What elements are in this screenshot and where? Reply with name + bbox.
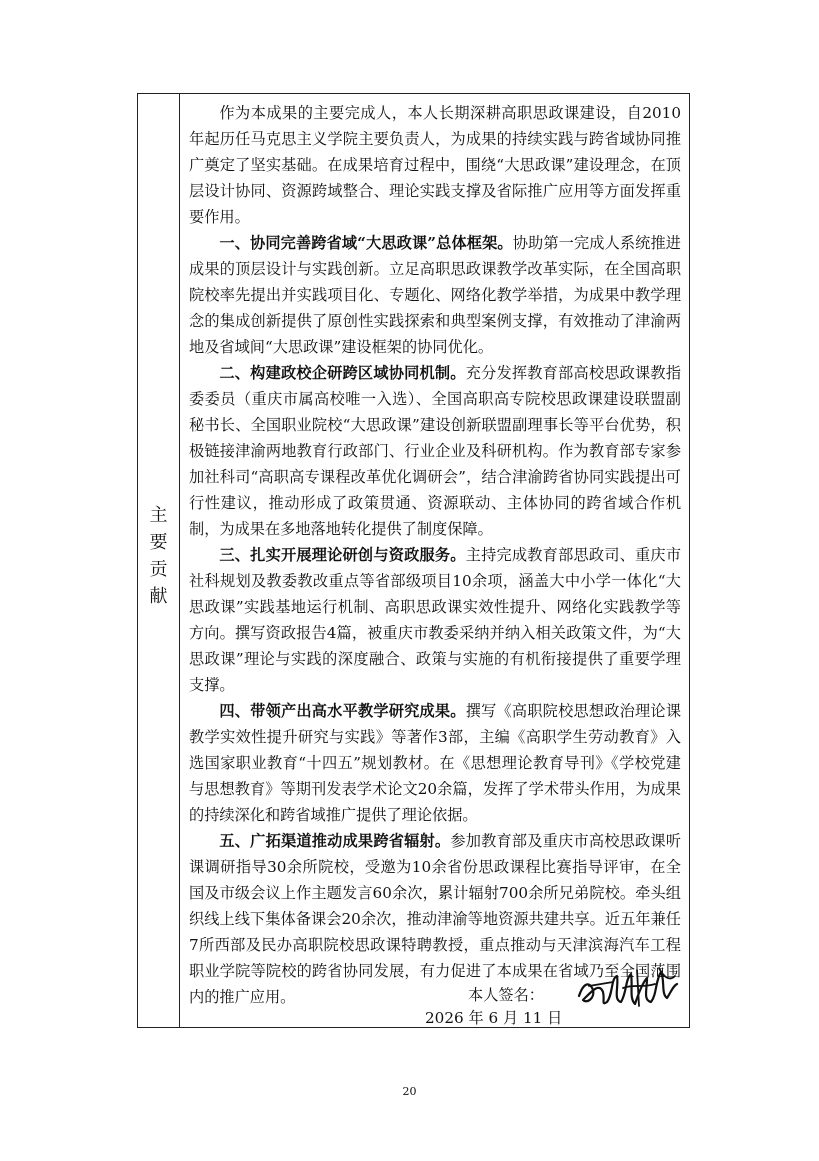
row-label bbox=[138, 502, 179, 610]
handwritten-signature bbox=[573, 962, 683, 1014]
paragraph-heading: 三、扎实开展理论研创与资政服务。 bbox=[219, 546, 466, 564]
paragraph-text: 协助第一完成人系统推进成果的顶层设计与实践创新。立足高职思政课教学改革实际，在全国高职院校率先提出并实践项目化、专题化、网络化教学举措，为成果中教学理念的集成创新提供了原创性实践探索和典型案例支撑，有效推动了津渝两地及省域间“大思政课”建设框架的协同优化。 bbox=[189, 234, 681, 356]
signature-label: 本人签名： bbox=[468, 986, 544, 1004]
row-label-char: 贡 bbox=[149, 559, 168, 580]
contribution-paragraph-1 bbox=[189, 230, 681, 360]
intro-paragraph bbox=[189, 100, 681, 230]
contribution-paragraph-2 bbox=[189, 360, 681, 542]
paragraph-heading: 四、带领产出高水平教学研究成果。 bbox=[219, 702, 466, 720]
contribution-content bbox=[189, 100, 681, 1010]
contribution-table bbox=[137, 93, 690, 1028]
paragraph-text: 主持完成教育部思政司、重庆市社科规划及教委教改重点等省部级项目10余项，涵盖大中小学一体化“大思政课”实践基地运行机制、高职思政课实效性提升、网络化实践教学等方向。撰写资政报告4篇，被重庆市教委采纳并纳入相关政策文件，为“大思政课”理论与实践的深度融合、政策与实施的有机衔接提供了重要学理支撑。 bbox=[189, 546, 682, 694]
paragraph-heading: 一、协同完善跨省域“大思政课”总体框架。 bbox=[219, 234, 513, 252]
paragraph-heading: 五、广拓渠道推动成果跨省辐射。 bbox=[219, 832, 451, 850]
paragraph-text: 作为本成果的主要完成人，本人长期深耕高职思政课建设，自2010年起历任马克思主义学院主要负责人，为成果的持续实践与跨省域协同推广奠定了坚实基础。在成果培育过程中，围绕“大思政课”建设理念，在顶层设计协同、资源跨域整合、理论实践支撑及省际推广应用等方面发挥重要作用。 bbox=[189, 104, 681, 226]
paragraph-text: 撰写《高职院校思想政治理论课教学实效性提升研究与实践》等著作3部，主编《高职学生劳动教育》入选国家职业教育“十四五”规划教材。在《思想理论教育导刊》《学校党建与思想教育》等期刊发表学术论文20余篇，发挥了学术带头作用，为成果的持续深化和跨省域推广提供了理论依据。 bbox=[189, 702, 682, 824]
contribution-paragraph-4 bbox=[189, 698, 681, 828]
row-label-cell bbox=[138, 94, 180, 1027]
contribution-paragraph-3 bbox=[189, 542, 681, 698]
page-number: 20 bbox=[402, 1085, 417, 1098]
paragraph-text: 充分发挥教育部高校思政课教指委委员（重庆市属高校唯一入选）、全国高职高专院校思政课建设联盟副秘书长、全国职业院校“大思政课”建设创新联盟副理事长等平台优势，积极链接津渝两地教育行政部门、行业企业及科研机构。作为教育部专家参加社科司“高职高专课程改革优化调研会”，结合津渝跨省协同实践提出可行性建议，推动形成了政策贯通、资源联动、主体协同的跨省域合作机制，为成果在多地落地转化提供了制度保障。 bbox=[189, 364, 682, 538]
paragraph-heading: 二、构建政校企研跨区域协同机制。 bbox=[219, 364, 466, 382]
row-label-char: 献 bbox=[149, 586, 168, 607]
signature-date: 2026 年 6 月 11 日 bbox=[425, 1009, 563, 1027]
paragraph-text: 参加教育部及重庆市高校思政课听课调研指导30余所院校，受邀为10余省份思政课程比赛指导评审，在全国及市级会议上作主题发言60余次，累计辐射700余所兄弟院校。牵头组织线上线下集体备课会20余次，推动津渝等地资源共建共享。近五年兼任7所西部及民办高职院校思政课特聘教授，重点推动与天津滨海汽车工程职业学院等院校的跨省协同发展，有力促进了本成果在省域乃至全国范围内的推广应用。 bbox=[189, 832, 682, 1006]
row-label-char: 主 bbox=[149, 505, 168, 526]
row-label-char: 要 bbox=[149, 532, 168, 553]
